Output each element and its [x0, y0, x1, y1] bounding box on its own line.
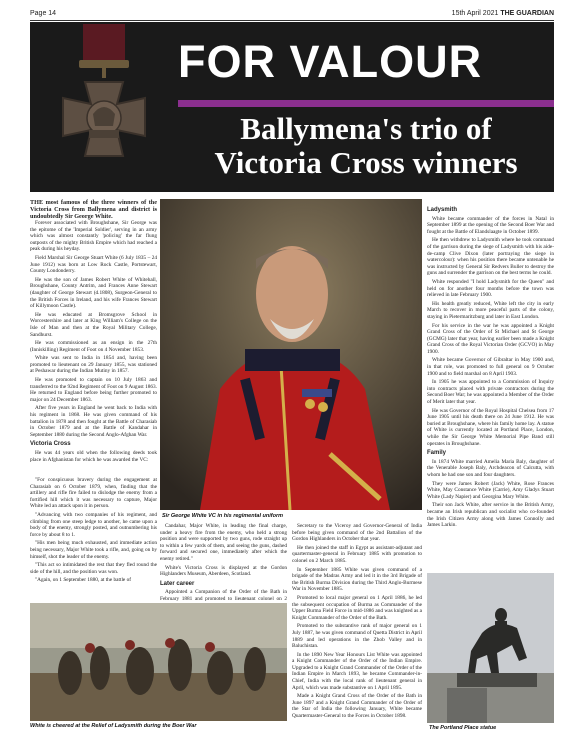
- paragraph: He was Governor of the Royal Hospital Chelsea from 17 June 1905 until his death there on 24 June 1912. He was buried at Broughshane, where his family home lay. A statue of White is currently located at Portland Place, London, while the Sir George White Memorial Pipe Band still operates in Broughshane.: [427, 407, 554, 447]
- article-column-4: [427, 207, 554, 531]
- paragraph: Field Marshal Sir George Stuart White (6 July 1835 – 24 June 1912) was born at Low Rock Castle, Portstewart, County Londonderry.: [30, 254, 157, 275]
- article-column-2: [160, 523, 287, 611]
- subheading: Ladysmith: [427, 207, 458, 213]
- article-lead: THE most famous of the three winners of the Victoria Cross from Ballymena and district is undoubtedly Sir George White.: [30, 199, 157, 220]
- subheading: Later career: [160, 580, 195, 587]
- paragraph: White responded "I hold Ladysmith for the Queen" and held on for another four months before the town was relieved in late February 1900.: [427, 278, 554, 299]
- paragraph: He was the son of James Robert White of Whitehall, Broughshane, County Antrim, and Frances Anne Stewart (daughter of George Stewart (d.1808), Surgeon-General to the British Forces in Ireland, and his wife Frances Stewart of Killymoon Castle).: [30, 276, 157, 310]
- paragraph: He was promoted to captain on 10 July 1863 and transferred to the 92nd Regiment of Foot on 9 August 1863. He returned to England before being further promoted to major on 24 December 1863.: [30, 377, 157, 403]
- paragraph: They were James Robert (Jack) White, Rose Frances White, May Constance White (Carrie), Amy Gladys Stuart White (Lady Napier) and Georgina Mary White.: [427, 480, 554, 500]
- publication-name: THE GUARDIAN: [500, 10, 554, 17]
- paragraph: For his service in the war he was appointed a Knight Grand Cross of the Order of St Michael and St George (GCMG) later that year, having earlier been made a Knight Grand Cross of the Royal Victorian Order (GCVO) in May 1900.: [427, 322, 554, 355]
- paragraph: White became commander of the forces in Natal in September 1899 at the opening of the Second Boer War and fought at the Battle of Elandslaagte in October 1899.: [427, 215, 554, 235]
- painting-photo: [30, 603, 287, 721]
- subheading: Victoria Cross: [30, 441, 71, 448]
- paragraph: In the 1890 New Year Honours List White was appointed a Knight Commander of the Order of the Indian Empire. Upgraded to a Knight Grand Commander of the Order of the Indian Empire in March 1893, he became Commander-in-Chief, India with the local rank of lieutenant general in April, which was made substantive on 1 April 1895.: [292, 651, 422, 691]
- paragraph: In September 1885 White was given command of a brigade of the Madras Army and led it in the 3rd Brigade of the British Burma Division during the Third Anglo-Burmese War in November 1885.: [292, 566, 422, 593]
- paragraph: White was sent to India in 1854 and, having been promoted to lieutenant on 29 January 1855, was stationed at Peshawar during the Indian Mutiny in 1857.: [30, 355, 157, 375]
- portrait-caption: Sir George White VC in his regimental uniform: [162, 513, 284, 519]
- paragraph: Forever associated with Broughshane, Sir George was the epitome of the 'Imperial Soldier', serving in an army which was almost constantly 'policing' the far flung outposts of the mighty British Empire which had reached a peak during his heyday.: [30, 220, 157, 253]
- issue-info: [452, 10, 554, 17]
- painting-caption: White is cheered at the Relief of Ladysmith during the Boer War: [30, 723, 197, 729]
- headline-line-1: Ballymena's trio of: [240, 111, 492, 146]
- article-column-3: [292, 523, 422, 722]
- portrait-photo: [160, 199, 422, 510]
- paragraph: "Again, on 1 September 1880, at the battle of: [35, 577, 132, 584]
- paragraph: White's Victoria Cross is displayed at the Gordon Highlanders Museum, Aberdeen, Scotland.: [160, 564, 287, 578]
- paragraph: "Advancing with two companies of his regiment, and climbing from one steep ledge to another, he came upon a body of the enemy, strongly posted, and outnumbering his force by about 8 to 1.: [30, 511, 157, 538]
- paragraph: After five years in England he went back to India with his regiment in 1868. He was given command of his battalion in 1878 and then fought at the Battle of Charasiab in October 1879 and at the Battle of Kandahar in September 1880 during the Second Anglo-Afghan War.: [30, 405, 157, 438]
- paragraph: He then withdrew to Ladysmith where he took command of the garrison during the siege of Ladysmith with his aide-de-camp Clive Dixon (later portraying the siege in watercolour): when his position there became untenable he was instructed by General Sir Redvers Buller to destroy the guns and surrender the garrison on the best terms he could.: [427, 237, 554, 277]
- banner-title: FOR VALOUR: [178, 36, 483, 87]
- paragraph: His health greatly reduced, White left the city in early March to recover in more peaceful parts of the colony, staying in Pietermaritzburg and later in East London.: [427, 300, 554, 320]
- headline-line-2: Victoria Cross winners: [214, 145, 518, 180]
- paragraph: He then joined the staff in Egypt as assistant-adjutant and quartermaster-general in February 1885 with promotion to colonel on 2 March 1885.: [292, 544, 422, 564]
- paragraph: "This act so intimidated the rest that they fled round the side of the hill, and the position was won.: [30, 562, 157, 575]
- paragraph: "His men being much exhausted, and immediate action being necessary, Major White took a rifle, and, going on by himself, shot the leader of the enemy.: [30, 540, 157, 560]
- paragraph: Appointed a Companion of the Order of the Bath in February 1881 and promoted to lieutenant colonel on 2: [160, 589, 287, 602]
- paragraph: He was 44 years old when the following deeds took place in Afghanistan for which he was awarded the VC:: [30, 450, 157, 463]
- paragraph: Secretary to the Viceroy and Governor-General of India before being given command of the 2nd Battalion of the Gordon Highlanders in October that year.: [292, 523, 422, 543]
- paragraph: He was commissioned as an ensign in the 27th (Inniskilling) Regiment of Foot on 4 November 1853.: [30, 340, 157, 353]
- subheading: Family: [427, 450, 447, 457]
- accent-bar: [178, 100, 554, 107]
- paragraph: Made a Knight Grand Cross of the Order of the Bath in June 1897 and a Knight Grand Commander of the Order of the Star of India the following January, White became Quartermaster-General to the Forces in October 1898.: [292, 693, 422, 720]
- issue-date: 15th April 2021: [451, 10, 499, 17]
- article-column-1: [30, 199, 157, 465]
- victoria-cross-medal-icon: [33, 22, 175, 192]
- paragraph: Promoted to the substantive rank of major general on 1 July 1887, he was given command of Quetta District in April 1889 and led operations in the Zhob Valley and in Baluchistan.: [292, 623, 422, 650]
- paragraph: In 1874 White married Amelia Maria Baly, daughter of the Venerable Joseph Baly, Archdeacon of Calcutta, with whom he had one son and four daughters.: [427, 458, 554, 478]
- paragraph: Promoted to local major general on 1 April 1886, he led the subsequent occupation of Burma as Commander of the Upper Burma Field Force in mid-1886 and was knighted as a Knight Commander of the Order of the Bath.: [292, 594, 422, 621]
- paragraph: He was educated at Bromsgrove School in Worcestershire and later at King William's College on the Isle of Man and then at the Royal Military College, Sandhurst.: [30, 311, 157, 338]
- page-number: Page 14: [30, 10, 57, 17]
- paragraph: In 1905 he was appointed to a Commission of Inquiry into contracts placed with private contractors during the Second Boer War; he was appointed a Member of the Order of Merit later that year.: [427, 379, 554, 406]
- statue-caption: The Portland Place statue: [429, 725, 497, 731]
- headline: [178, 112, 554, 180]
- paragraph: Candahar, Major White, in leading the final charge, under a heavy fire from the enemy, who held a strong position and were supported by two guns, rode straight up to within a few yards of them, and seeing the guns, dashed forward and secured one, immediately after which the enemy retired.": [160, 523, 287, 562]
- paragraph: White became Governor of Gibraltar in May 1900 and, in that role, was promoted to full general on 9 October 1900 and to field marshal on 8 April 1903.: [427, 357, 554, 377]
- article-column-1b: [30, 477, 157, 586]
- header-rule: [30, 20, 554, 21]
- paragraph: Their son Jack White, after service in the British Army, became an Irish republican and socialist who co-founded the Irish Citizen Army along with James Connolly and James Larkin.: [427, 502, 554, 529]
- statue-photo: [427, 573, 554, 723]
- paragraph: "For conspicuous bravery during the engagement at Charasiab on 6 October 1879, when, finding that the artillery and rifle fire failed to dislodge the enemy from a fortified hill which it was necessary to capture, Major White led an attack upon it in person.: [30, 477, 157, 510]
